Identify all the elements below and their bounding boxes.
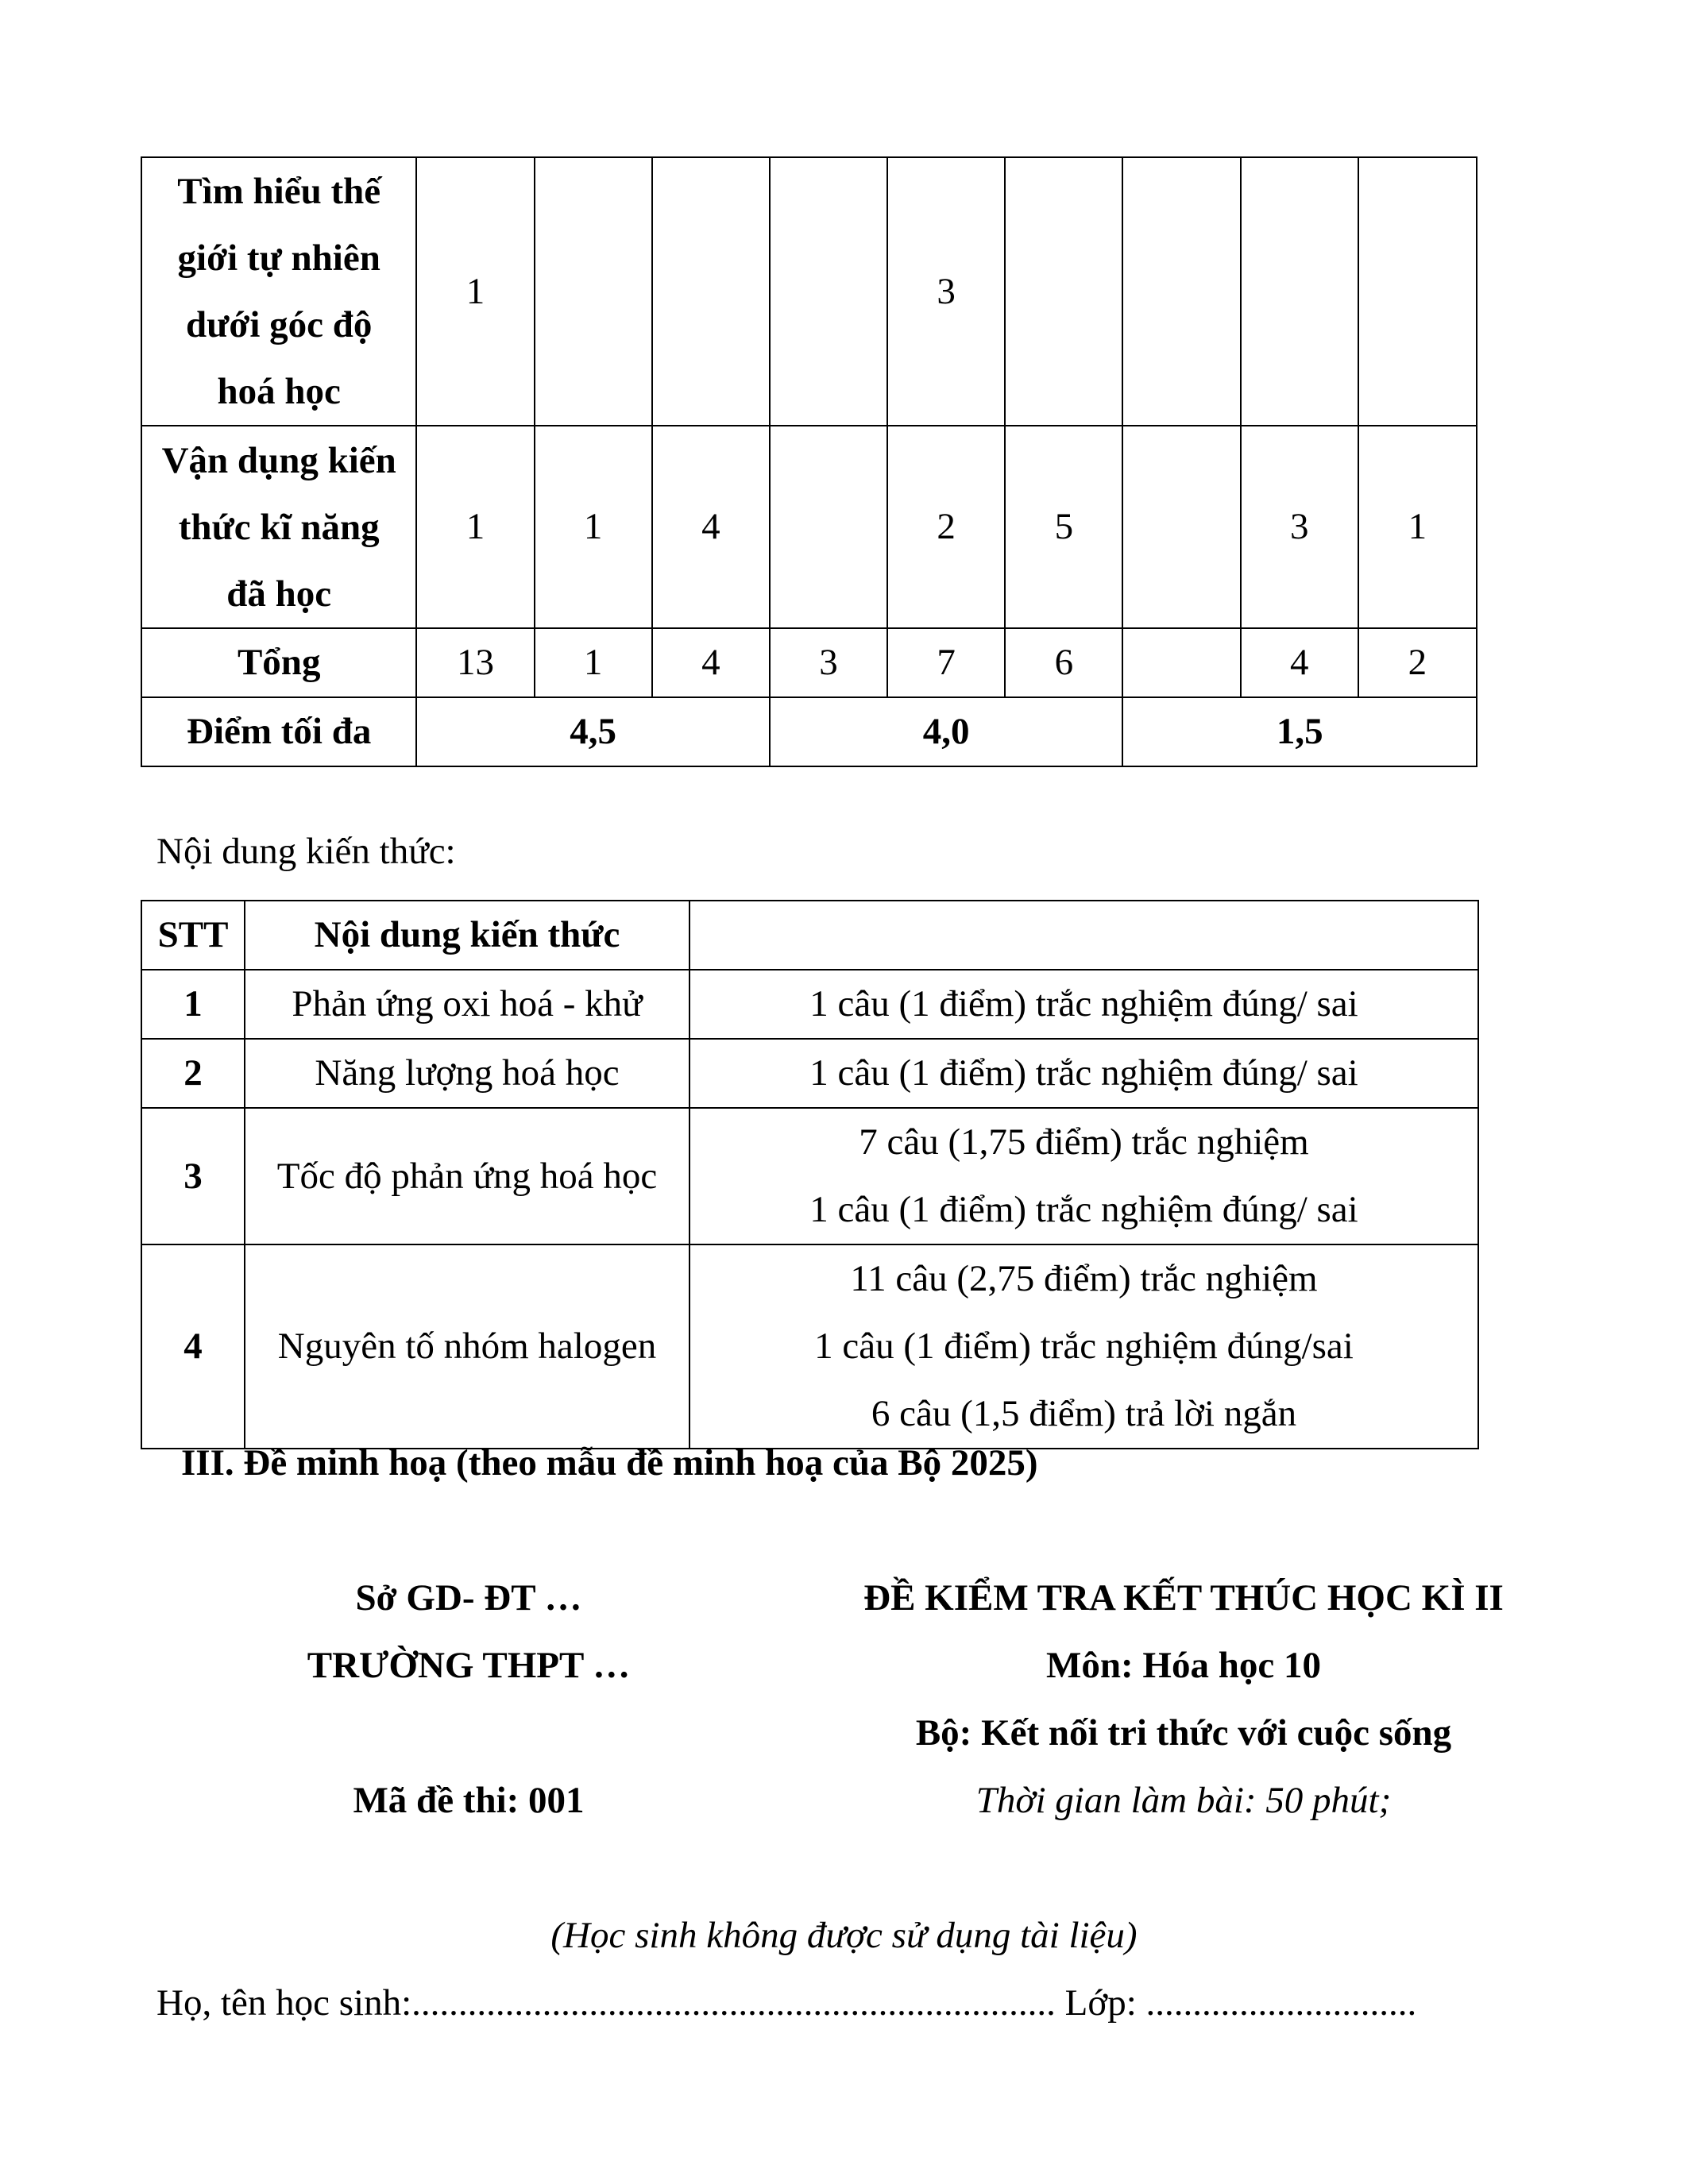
max-score-cell: 4,0 <box>770 697 1123 766</box>
exam-title: ĐỀ KIỂM TRA KẾT THÚC HỌC KÌ II <box>863 1577 1504 1619</box>
table-cell: 13 <box>416 628 534 697</box>
table-cell: 2 <box>1358 628 1477 697</box>
detail-line: 11 câu (2,75 điểm) trắc nghiệm <box>850 1258 1318 1299</box>
detail-line: 7 câu (1,75 điểm) trắc nghiệm <box>859 1121 1309 1163</box>
table-cell: 6 <box>1005 628 1122 697</box>
table-cell: 5 <box>1005 426 1122 628</box>
school-name: TRƯỜNG THPT … <box>307 1645 631 1686</box>
assessment-matrix-table <box>141 156 1477 767</box>
table-cell: 7 <box>887 628 1005 697</box>
column-header: Nội dung kiến thức <box>245 901 689 970</box>
details-cell <box>689 970 1478 1039</box>
table-cell: 4 <box>652 628 770 697</box>
table-cell <box>1241 157 1358 426</box>
row-label: Điểm tối đa <box>141 697 416 766</box>
stt-cell: 4 <box>141 1244 245 1449</box>
table-cell <box>1122 426 1240 628</box>
row-label: Tổng <box>141 628 416 697</box>
content-heading: Nội dung kiến thức: <box>156 831 456 872</box>
detail-line: 1 câu (1 điểm) trắc nghiệm đúng/ sai <box>809 983 1358 1024</box>
table-header-row <box>141 901 1478 970</box>
table-cell: 3 <box>887 157 1005 426</box>
table-cell <box>1358 157 1477 426</box>
exam-duration: Thời gian làm bài: 50 phút; <box>975 1780 1392 1821</box>
table-cell <box>535 157 652 426</box>
table-row <box>141 628 1477 697</box>
detail-line: 6 câu (1,5 điểm) trả lời ngắn <box>871 1393 1297 1434</box>
stt-cell: 1 <box>141 970 245 1039</box>
section-title: III. Đề minh hoạ (theo mẫu đề minh hoạ của Bộ 2025) <box>181 1442 1038 1484</box>
table-cell: 1 <box>416 157 534 426</box>
stt-cell: 2 <box>141 1039 245 1108</box>
column-header: STT <box>141 901 245 970</box>
topic-cell: Phản ứng oxi hoá - khử <box>245 970 689 1039</box>
details-cell <box>689 1039 1478 1108</box>
table-row <box>141 426 1477 628</box>
table-cell <box>1122 157 1240 426</box>
table-cell: 3 <box>1241 426 1358 628</box>
details-cell <box>689 1108 1478 1244</box>
student-info-line: Họ, tên học sinh:..................................................................... Lớp: ............................. <box>156 1982 1417 2024</box>
table-cell: 1 <box>535 426 652 628</box>
row-label: Vận dụng kiến thức kĩ năng đã học <box>141 426 416 628</box>
exam-code: Mã đề thi: 001 <box>353 1780 585 1821</box>
content-table <box>141 900 1479 1449</box>
table-row <box>141 1039 1478 1108</box>
table-cell: 2 <box>887 426 1005 628</box>
column-header <box>689 901 1478 970</box>
table-row <box>141 970 1478 1039</box>
row-label: Tìm hiểu thế giới tự nhiên dưới góc độ hoá học <box>141 157 416 426</box>
table-cell <box>652 157 770 426</box>
table-cell <box>1122 628 1240 697</box>
exam-subject: Môn: Hóa học 10 <box>1046 1645 1321 1686</box>
table-row <box>141 697 1477 766</box>
table-row <box>141 1244 1478 1449</box>
table-row <box>141 157 1477 426</box>
details-cell <box>689 1244 1478 1449</box>
department-name: Sở GD- ĐT … <box>355 1577 582 1619</box>
topic-cell: Năng lượng hoá học <box>245 1039 689 1108</box>
max-score-cell: 1,5 <box>1122 697 1477 766</box>
table-cell <box>770 157 887 426</box>
table-cell: 1 <box>535 628 652 697</box>
table-cell: 3 <box>770 628 887 697</box>
table-cell <box>770 426 887 628</box>
detail-line: 1 câu (1 điểm) trắc nghiệm đúng/ sai <box>809 1189 1358 1230</box>
table-cell: 4 <box>652 426 770 628</box>
stt-cell: 3 <box>141 1108 245 1244</box>
table-cell <box>1005 157 1122 426</box>
detail-line: 1 câu (1 điểm) trắc nghiệm đúng/ sai <box>809 1052 1358 1094</box>
exam-note: (Học sinh không được sử dụng tài liệu) <box>550 1915 1138 1956</box>
topic-cell: Tốc độ phản ứng hoá học <box>245 1108 689 1244</box>
detail-line: 1 câu (1 điểm) trắc nghiệm đúng/sai <box>814 1325 1354 1367</box>
table-cell: 4 <box>1241 628 1358 697</box>
max-score-cell: 4,5 <box>416 697 770 766</box>
topic-cell: Nguyên tố nhóm halogen <box>245 1244 689 1449</box>
book-series: Bộ: Kết nối tri thức với cuộc sống <box>915 1712 1452 1754</box>
table-cell: 1 <box>416 426 534 628</box>
table-row <box>141 1108 1478 1244</box>
table-cell: 1 <box>1358 426 1477 628</box>
